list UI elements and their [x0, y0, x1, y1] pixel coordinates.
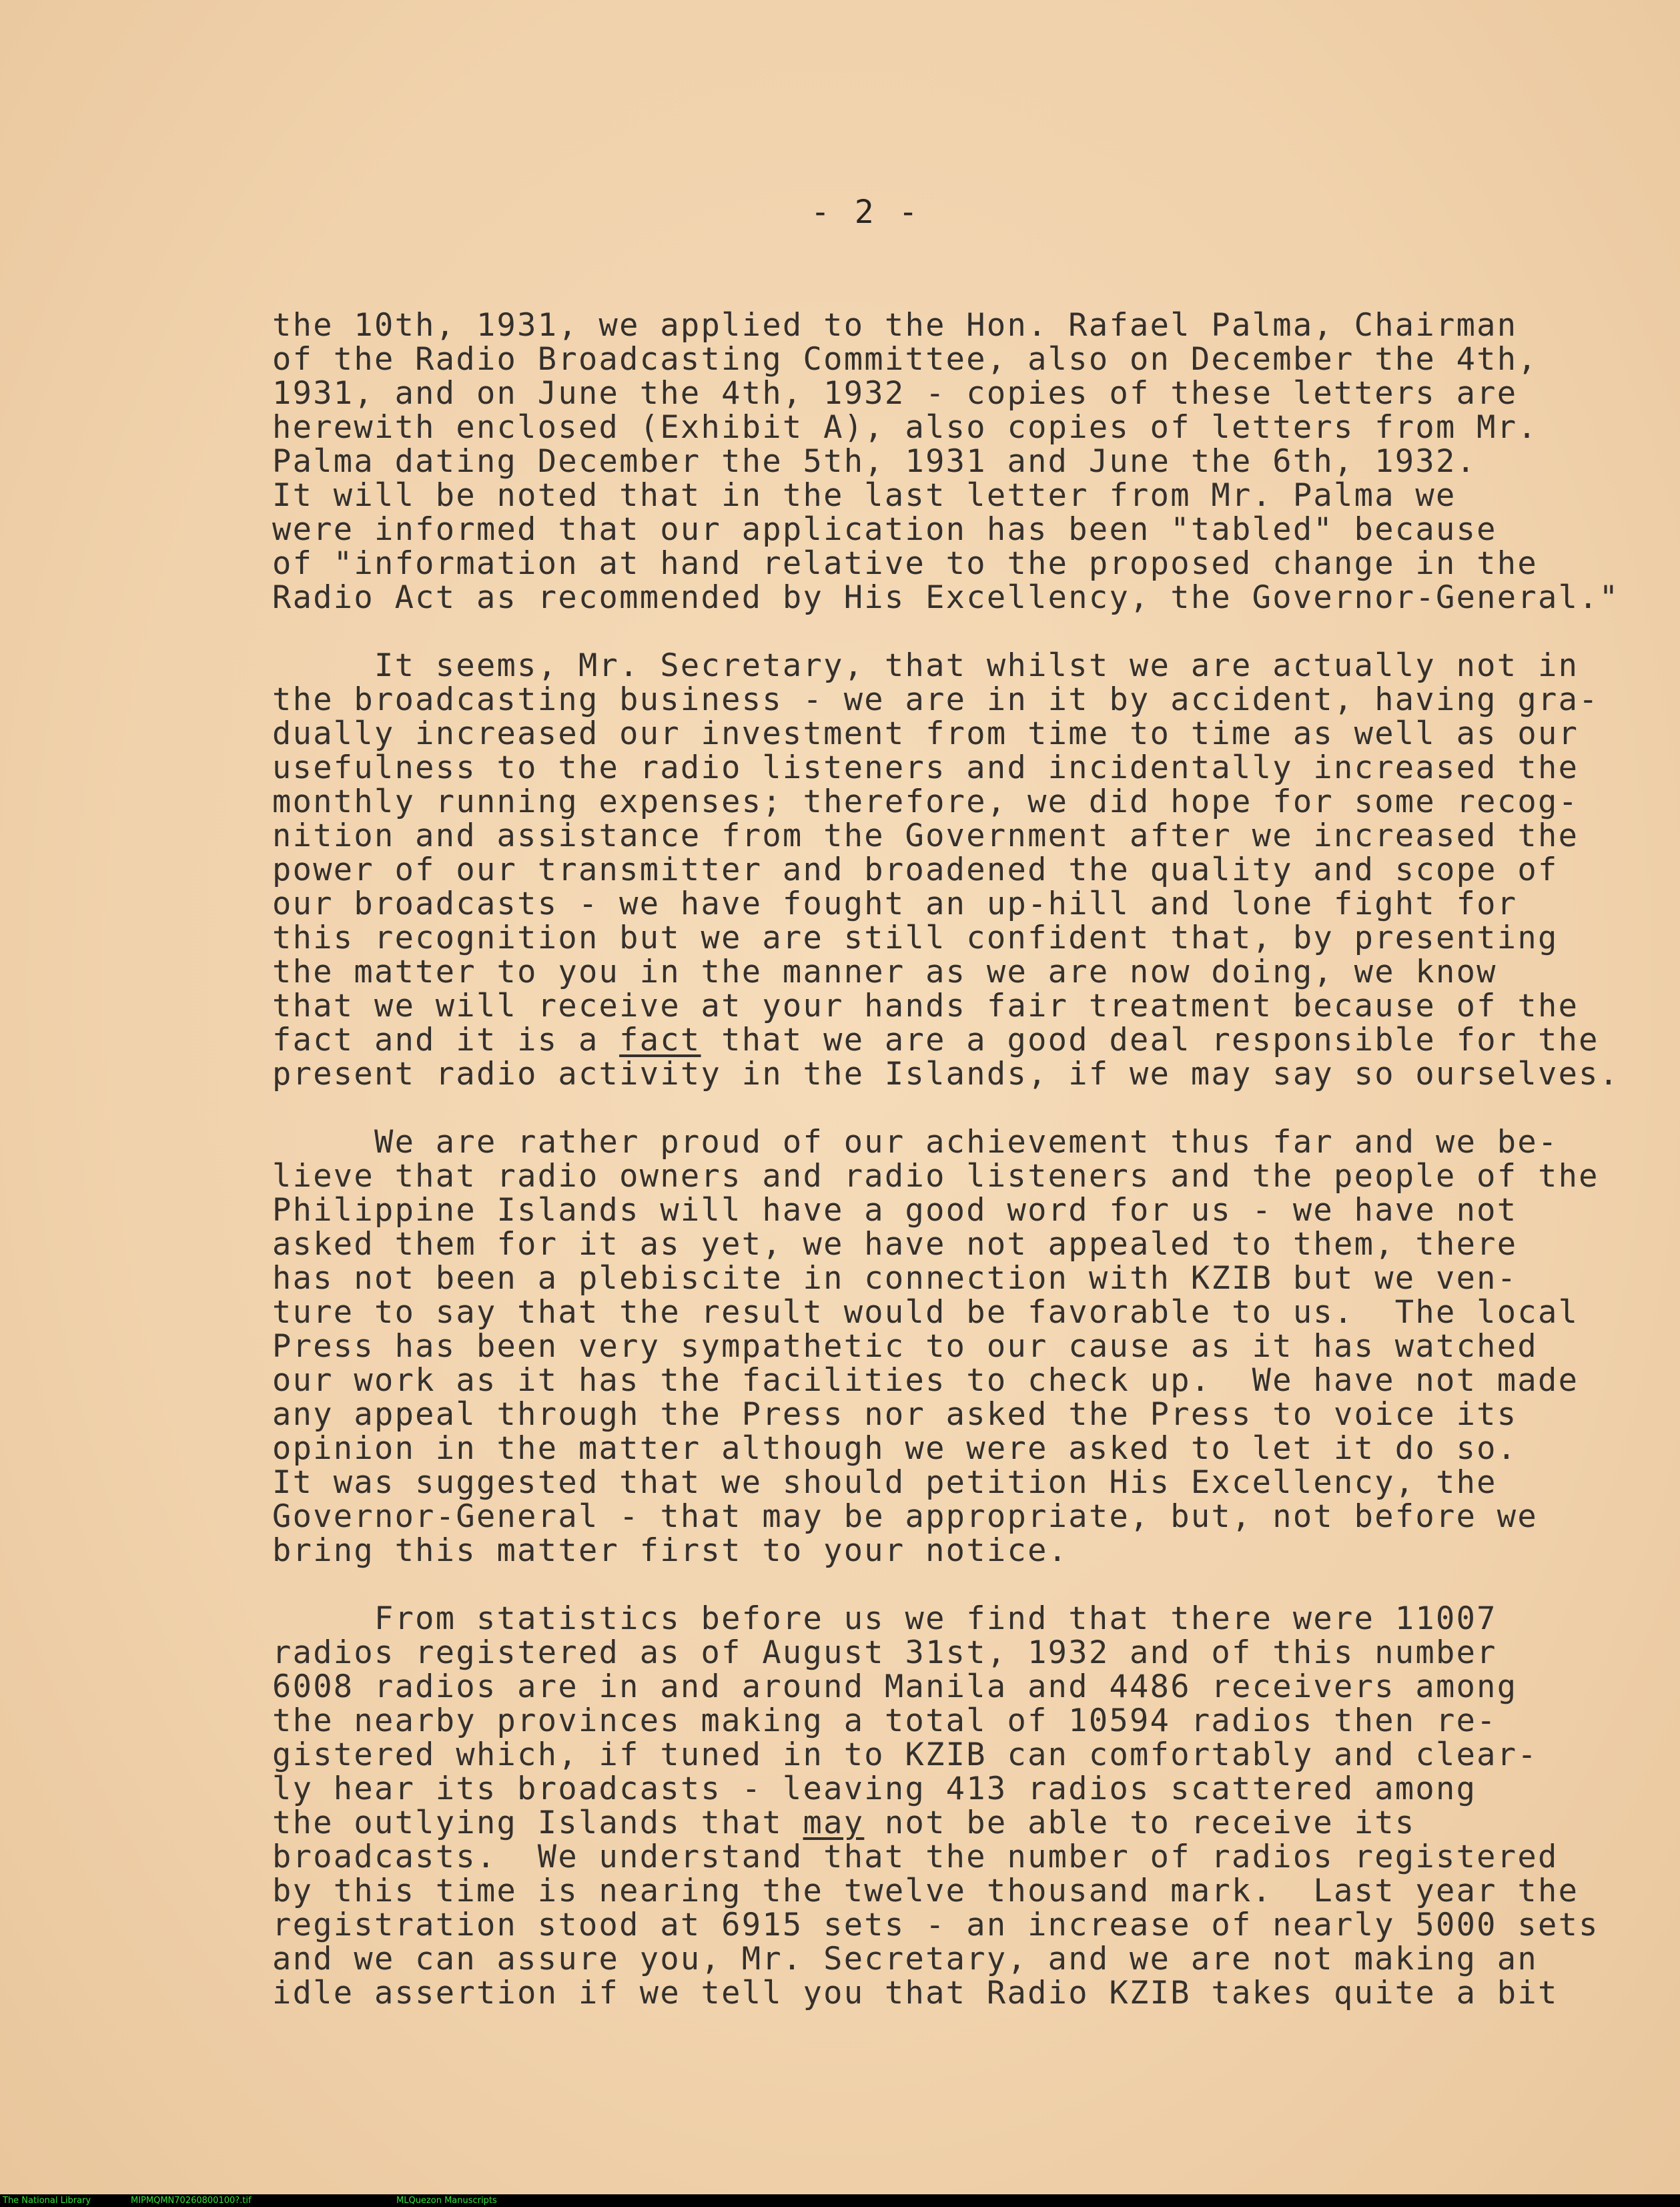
text-line: Press has been very sympathetic to our cause as it has watched [272, 1328, 1538, 1365]
text-line: radios registered as of August 31st, 1932 and of this number [272, 1634, 1497, 1671]
text-line: the broadcasting business - we are in it by accident, having gra- [272, 681, 1599, 718]
text-line: the 10th, 1931, we applied to the Hon. Rafael Palma, Chairman [272, 307, 1518, 344]
text-line: of "information at hand relative to the proposed change in the [272, 545, 1538, 582]
text-line: the nearby provinces making a total of 10594 radios then re- [272, 1702, 1497, 1739]
text-line: present radio activity in the Islands, if we may say so ourselves. [272, 1056, 1620, 1092]
text-line: idle assertion if we tell you that Radio KZIB takes quite a bit [272, 1975, 1559, 2011]
text-line: herewith enclosed (Exhibit A), also copies of letters from Mr. [272, 409, 1538, 446]
text-segment: fact and it is a [272, 1022, 620, 1058]
text-line: Radio Act as recommended by His Excellency, the Governor-General." [272, 579, 1620, 616]
text-line: dually increased our investment from time to time as well as our [272, 715, 1579, 752]
text-line: Philippine Islands will have a good word for us - we have not [272, 1192, 1518, 1229]
text-line: and we can assure you, Mr. Secretary, and we are not making an [272, 1941, 1538, 1977]
text-line: ture to say that the result would be favorable to us. The local [272, 1294, 1579, 1331]
text-line: this recognition but we are still confident that, by presenting [272, 920, 1559, 956]
paragraph [272, 1600, 1599, 2011]
text-line [272, 1022, 1599, 1058]
text-line: usefulness to the radio listeners and incidentally increased the [272, 749, 1579, 786]
paragraph [272, 307, 1620, 616]
text-line: gistered which, if tuned in to KZIB can comfortably and clear- [272, 1737, 1538, 1773]
text-line: that we will receive at your hands fair treatment because of the [272, 988, 1579, 1024]
text-line: of the Radio Broadcasting Committee, also on December the 4th, [272, 341, 1538, 378]
scan-footer-bar [0, 2194, 1680, 2207]
text-segment: the outlying Islands that [272, 1805, 803, 1841]
text-line: It will be noted that in the last letter from Mr. Palma we [272, 477, 1456, 514]
text-line: our broadcasts - we have fought an up-hill and lone fight for [272, 886, 1518, 922]
text-line: nition and assistance from the Government after we increased the [272, 818, 1579, 854]
text-line [272, 1806, 1580, 1840]
text-line: 6008 radios are in and around Manila and 4486 receivers among [272, 1668, 1518, 1705]
footer-file-name: MIPMQMN70260800100?.tif [131, 2196, 252, 2206]
text-line: From statistics before us we find that there were 11007 [272, 1600, 1497, 1637]
underlined-word: may [803, 1805, 865, 1841]
text-segment: not be able to receive its [864, 1805, 1416, 1841]
text-line: monthly running expenses; therefore, we did hope for some recog- [272, 783, 1579, 820]
text-line: bring this matter first to your notice. [272, 1532, 1069, 1569]
text-line: It seems, Mr. Secretary, that whilst we are actually not in [272, 647, 1579, 684]
underlined-word: fact [619, 1022, 701, 1058]
text-line: registration stood at 6915 sets - an increase of nearly 5000 sets [272, 1907, 1599, 1943]
footer-collection: MLQuezon Manuscripts [396, 2196, 497, 2206]
footer-library: The National Library [3, 2196, 91, 2206]
text-line: any appeal through the Press nor asked the Press to voice its [272, 1396, 1518, 1433]
text-line: opinion in the matter although we were asked to let it do so. [272, 1430, 1518, 1467]
text-line: broadcasts. We understand that the number of radios registered [272, 1839, 1559, 1875]
text-segment: that we are a good deal responsible for the [701, 1022, 1599, 1058]
text-line: by this time is nearing the twelve thousand mark. Last year the [272, 1873, 1579, 1909]
text-line: asked them for it as yet, we have not appealed to them, there [272, 1226, 1518, 1263]
text-line: the matter to you in the manner as we are now doing, we know [272, 954, 1497, 990]
text-line: 1931, and on June the 4th, 1932 - copies of these letters are [272, 375, 1518, 412]
text-line: power of our transmitter and broadened the quality and scope of [272, 852, 1559, 888]
text-line: lieve that radio owners and radio listeners and the people of the [272, 1158, 1599, 1195]
page-number: - 2 - [811, 194, 921, 231]
text-line: ly hear its broadcasts - leaving 413 radios scattered among [272, 1771, 1477, 1807]
text-line: It was suggested that we should petition His Excellency, the [272, 1464, 1497, 1501]
text-line: We are rather proud of our achievement thus far and we be- [272, 1124, 1559, 1161]
text-line: our work as it has the facilities to check up. We have not made [272, 1362, 1579, 1399]
letter-body [272, 307, 1620, 2044]
text-line: Palma dating December the 5th, 1931 and June the 6th, 1932. [272, 443, 1477, 480]
text-line: has not been a plebiscite in connection with KZIB but we ven- [272, 1260, 1518, 1297]
text-line: were informed that our application has been "tabled" because [272, 511, 1497, 548]
paragraph [272, 647, 1620, 1092]
text-line: Governor-General - that may be appropriate, but, not before we [272, 1498, 1538, 1535]
paragraph [272, 1124, 1599, 1569]
